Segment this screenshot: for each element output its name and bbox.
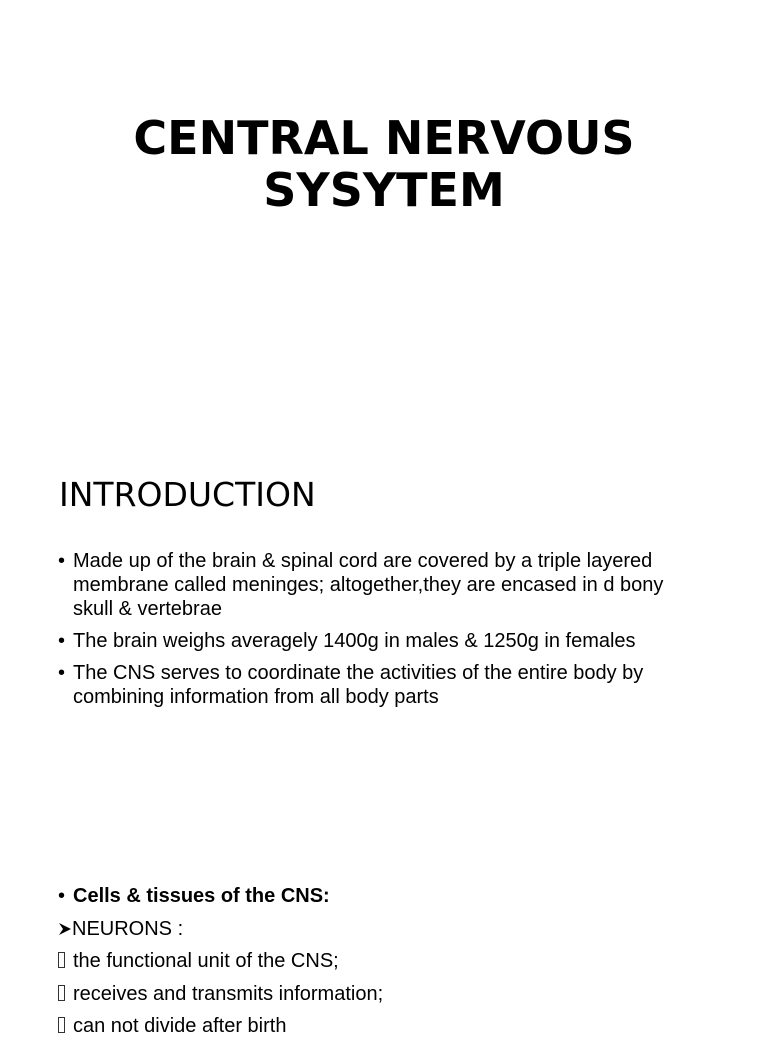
neuron-point-row xyxy=(58,982,718,1006)
bullet-dot-icon: • xyxy=(58,662,66,684)
neuron-point-text: can not divide after birth xyxy=(73,1015,287,1037)
slide-title xyxy=(0,112,768,216)
missing-glyph-box-icon xyxy=(58,985,65,1001)
neurons-row xyxy=(58,917,718,941)
bullet-dot-icon: • xyxy=(58,550,66,572)
bullet-text: Made up of the brain & spinal cord are covered by a triple layered membrane called meninges; altogether,they are encased in d bony skull & vertebrae xyxy=(73,550,664,620)
cells-section xyxy=(58,884,718,1047)
neuron-point-text: receives and transmits information; xyxy=(73,982,384,1005)
introduction-bullet-list xyxy=(58,549,708,717)
bullet-text: The brain weighs averagely 1400g in males & 1250g in females xyxy=(73,630,636,652)
neuron-point-row xyxy=(58,949,718,973)
slide-title-line-2: SYSYTEM xyxy=(263,163,505,217)
neuron-point-row xyxy=(58,1014,718,1038)
introduction-heading: INTRODUCTION xyxy=(59,475,316,514)
bullet-dot-icon: • xyxy=(58,630,66,652)
list-item xyxy=(58,629,708,653)
slide-title-line-1: CENTRAL NERVOUS xyxy=(133,111,635,165)
list-item xyxy=(58,661,708,709)
neurons-label: NEURONS : xyxy=(72,917,184,940)
cells-heading-row xyxy=(58,884,718,908)
missing-glyph-box-icon xyxy=(58,952,65,968)
missing-glyph-box-icon xyxy=(58,1017,65,1033)
list-item xyxy=(58,549,708,621)
arrowhead-bullet-icon xyxy=(58,922,72,936)
neuron-point-text: the functional unit of the CNS; xyxy=(73,950,339,972)
bullet-dot-icon: • xyxy=(58,885,66,907)
cells-heading: Cells & tissues of the CNS: xyxy=(73,885,330,907)
bullet-text: The CNS serves to coordinate the activities of the entire body by combining information from all body parts xyxy=(73,662,644,708)
